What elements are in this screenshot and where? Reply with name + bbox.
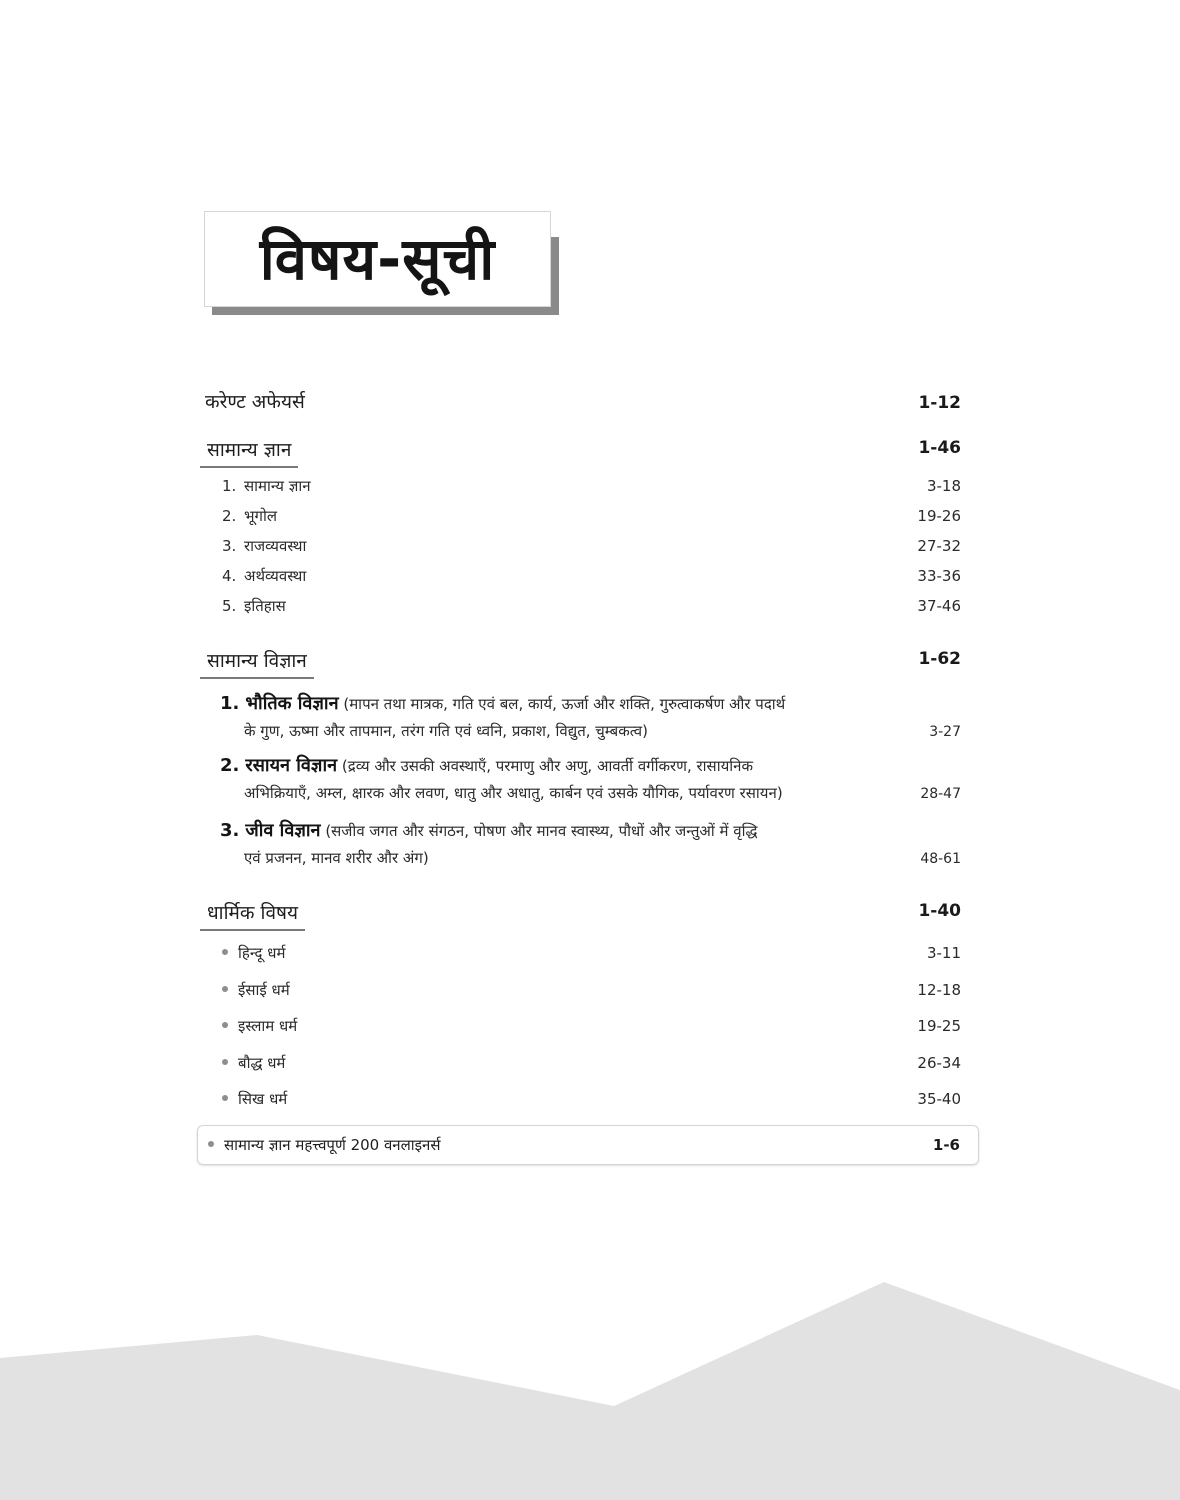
subentry-label: इतिहास bbox=[244, 597, 286, 615]
toc-entry-pages: 1-12 bbox=[918, 393, 961, 413]
section-heading-label: सामान्य ज्ञान bbox=[207, 439, 292, 461]
religion-entry-pages: 26-34 bbox=[917, 1054, 961, 1072]
toc-religion-entry[interactable] bbox=[222, 1016, 961, 1036]
bullet-icon bbox=[222, 986, 228, 992]
religion-entry-label: सिख धर्म bbox=[238, 1090, 288, 1108]
bullet-icon bbox=[222, 1095, 228, 1101]
subentry-label: राजव्यवस्था bbox=[244, 537, 307, 555]
bullet-icon bbox=[208, 1141, 214, 1147]
science-entry-desc-cont: एवं प्रजनन, मानव शरीर और अंग) bbox=[244, 849, 429, 867]
section-pages-row bbox=[205, 438, 961, 458]
section-pages: 1-40 bbox=[918, 901, 961, 921]
section-heading-label: धार्मिक विषय bbox=[207, 902, 299, 924]
oneliners-pages: 1-6 bbox=[932, 1136, 960, 1154]
science-entry-desc: (द्रव्य और उसकी अवस्थाएँ, परमाणु और अणु, आवर्ती वर्गीकरण, रासायनिक bbox=[341, 757, 754, 775]
subentry-pages: 27-32 bbox=[917, 537, 961, 555]
science-entry-desc-cont: के गुण, ऊष्मा और तापमान, तरंग गति एवं ध्वनि, प्रकाश, विद्युत, चुम्बकत्व) bbox=[244, 722, 648, 740]
toc-science-entry-chemistry[interactable] bbox=[220, 752, 961, 807]
subentry-number: 4. bbox=[222, 567, 237, 585]
bullet-icon bbox=[222, 1022, 228, 1028]
subentry-label: सामान्य ज्ञान bbox=[244, 477, 311, 495]
page-title-box bbox=[204, 211, 551, 307]
religion-entry-label: बौद्ध धर्म bbox=[238, 1054, 286, 1072]
bullet-icon bbox=[222, 1059, 228, 1065]
section-pages-row bbox=[205, 901, 961, 921]
science-entry-number: 3. bbox=[220, 820, 240, 841]
toc-subentry[interactable] bbox=[222, 536, 961, 556]
science-entry-title: भौतिक विज्ञान bbox=[245, 693, 339, 714]
science-entry-number: 1. bbox=[220, 693, 240, 714]
religion-entry-label: हिन्दू धर्म bbox=[238, 944, 286, 962]
subentry-pages: 33-36 bbox=[917, 567, 961, 585]
toc-science-entry-biology[interactable] bbox=[220, 817, 961, 872]
subentry-number: 3. bbox=[222, 537, 237, 555]
religion-entry-pages: 3-11 bbox=[926, 944, 961, 962]
religion-entry-pages: 35-40 bbox=[917, 1090, 961, 1108]
title-frame bbox=[204, 211, 551, 307]
science-entry-title: जीव विज्ञान bbox=[245, 820, 321, 841]
science-entry-number: 2. bbox=[220, 755, 240, 776]
science-entry-desc-cont: अभिक्रियाएँ, अम्ल, क्षारक और लवण, धातु और अधातु, कार्बन एवं उसके यौगिक, पर्यावरण रसायन) bbox=[244, 784, 783, 802]
toc-subentry[interactable] bbox=[222, 476, 961, 496]
toc-subentry[interactable] bbox=[222, 506, 961, 526]
subentry-number: 2. bbox=[222, 507, 237, 525]
science-entry-desc: (मापन तथा मात्रक, गति एवं बल, कार्य, ऊर्जा और शक्ति, गुरुत्वाकर्षण और पदार्थ bbox=[343, 695, 786, 713]
subentry-number: 5. bbox=[222, 597, 237, 615]
oneliners-label: सामान्य ज्ञान महत्त्वपूर्ण 200 वनलाइनर्स bbox=[224, 1136, 441, 1154]
toc-religion-entry[interactable] bbox=[222, 980, 961, 1000]
section-pages-row bbox=[205, 649, 961, 669]
section-heading-label: सामान्य विज्ञान bbox=[207, 650, 307, 672]
religion-entry-pages: 12-18 bbox=[917, 981, 961, 999]
subentry-pages: 19-26 bbox=[917, 507, 961, 525]
bullet-icon bbox=[222, 949, 228, 955]
toc-religion-entry[interactable] bbox=[222, 1089, 961, 1109]
subentry-label: अर्थव्यवस्था bbox=[244, 567, 307, 585]
science-entry-pages: 3-27 bbox=[929, 724, 961, 740]
toc-religion-entry[interactable] bbox=[222, 943, 961, 963]
science-entry-pages: 28-47 bbox=[920, 786, 961, 802]
religion-entry-label: इस्लाम धर्म bbox=[238, 1017, 298, 1035]
toc-religion-entry[interactable] bbox=[222, 1053, 961, 1073]
religion-entry-pages: 19-25 bbox=[917, 1017, 961, 1035]
page-title: विषय-सूची bbox=[259, 225, 496, 293]
toc-subentry[interactable] bbox=[222, 566, 961, 586]
science-entry-desc: (सजीव जगत और संगठन, पोषण और मानव स्वास्थ्य, पौधों और जन्तुओं में वृद्धि bbox=[325, 822, 758, 840]
subentry-pages: 37-46 bbox=[917, 597, 961, 615]
subentry-label: भूगोल bbox=[244, 507, 278, 525]
subentry-pages: 3-18 bbox=[926, 477, 961, 495]
toc-subentry[interactable] bbox=[222, 596, 961, 616]
toc-entry-current-affairs[interactable] bbox=[205, 388, 961, 414]
section-pages: 1-46 bbox=[918, 438, 961, 458]
section-pages: 1-62 bbox=[918, 649, 961, 669]
toc-entry-label: करेण्ट अफेयर्स bbox=[205, 391, 305, 413]
religion-entry-label: ईसाई धर्म bbox=[238, 981, 290, 999]
toc-entry-oneliners[interactable] bbox=[197, 1125, 979, 1165]
toc-science-entry-physics[interactable] bbox=[220, 690, 961, 745]
subentry-number: 1. bbox=[222, 477, 237, 495]
science-entry-pages: 48-61 bbox=[920, 851, 961, 867]
science-entry-title: रसायन विज्ञान bbox=[245, 755, 338, 776]
